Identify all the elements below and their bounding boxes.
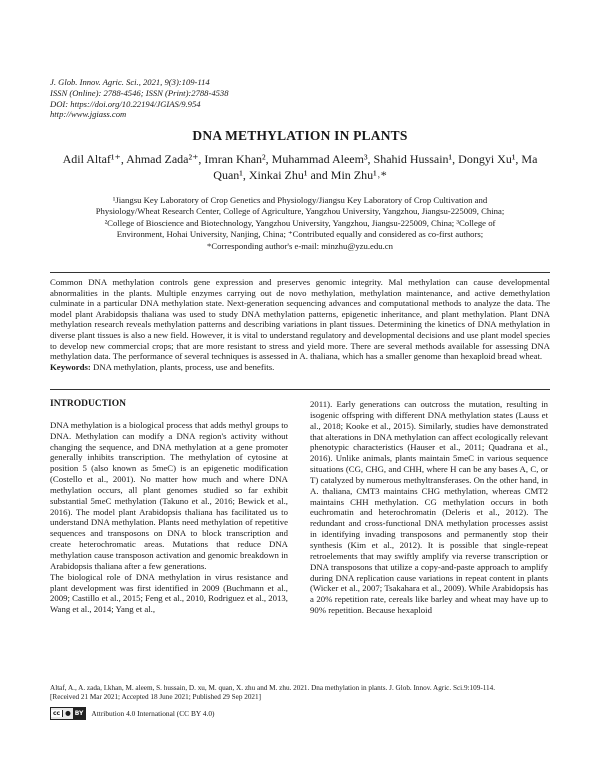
license-text: Attribution 4.0 International (CC BY 4.0) xyxy=(91,708,215,718)
paragraph: The biological role of DNA methylation in virus resistance and plant development was first identified in 2009 (Buchmann et al., 2009; Castillo et al., 2015; Feng et al., 2010, Rodriguez et al., 2013, Wang et al., 2014; Yang et al., xyxy=(50,571,288,615)
left-column xyxy=(50,399,288,615)
journal-citation-line: J. Glob. Innov. Agric. Sci., 2021, 9(3):109-114 xyxy=(50,77,210,87)
abstract-bottom-rule xyxy=(50,389,550,390)
paragraph: DNA methylation is a biological process that adds methyl groups to DNA. Methylation can modify a DNA region's activity without changing the sequence, and DNA methylation at a gene promoter generally inhibits transcription. The methylation of cytosine at position 5 (also known as 5meC) is an epigenetic modification (Costello et al., 2001). No matter how much and where DNA methylation occurs, all plant genomes studied so far exhibit substantial 5meC methylation (Takuno et al., 2016; Bewick et al., 2016). The model plant Arabidopsis thaliana has facilitated us to understand DNA methylation. Plants need methylation of repetitive sequences and transposons on DNA to block transcription and create heterochromatic areas. Mutations that reduce DNA methylation cause transposon activation and genomic breakdown in Arabidopsis thaliana after a few generations. xyxy=(50,419,288,571)
cc-by-license-badge[interactable] xyxy=(50,707,86,720)
cc-icon: cc xyxy=(51,710,63,717)
journal-meta xyxy=(50,77,450,120)
person-icon: ● xyxy=(65,709,71,717)
issn-line: ISSN (Online): 2788-4546; ISSN (Print):2788-4538 xyxy=(50,87,229,98)
affiliation-line: Physiology/Wheat Research Center, College of Agriculture, Yangzhou University, Yangzhou, Jiangsu-225009, China; xyxy=(95,206,505,217)
keywords-label: Keywords: xyxy=(50,361,91,372)
section-heading-introduction: INTRODUCTION xyxy=(50,399,127,409)
affiliation-line: ¹Jiangsu Key Laboratory of Crop Genetics and Physiology/Jiangsu Key Laboratory of Crop Cultivation and xyxy=(112,195,488,205)
publication-dates: [Received 21 Mar 2021; Accepted 18 June 2021; Published 29 Sep 2021] xyxy=(50,693,261,702)
paper-title: DNA METHYLATION IN PLANTS xyxy=(192,128,408,143)
citation-text: Altaf, A., A. zada, I.khan, M. aleem, S. hussain, D. xu, M. quan, X. zhu and M. zhu. 2021. Dna methylation in plants. J. Glob. Innov. Agric. Sci.9:109-114. xyxy=(50,684,496,692)
citation-footer xyxy=(50,684,550,703)
affiliation-line: Environment, Hohai University, Nanjing, China; ⁺Contributed equally and considered as co-first authors; xyxy=(116,229,484,240)
affiliation-line: ²College of Bioscience and Biotechnology, Yangzhou University, Yangzhou, Jiangsu-225009, China; ³College of xyxy=(104,217,496,228)
keywords-text: DNA methylation, plants, process, use and benefits. xyxy=(90,361,275,372)
paragraph: 2011). Early generations can outcross the mutation, resulting in isogenic offspring with different DNA methylation states (Lauss et al., 2018; Kooke et al., 2015). Similarly, studies have demonstrated that alterations in DNA methylation can affect ecologically relevant phenotypic characteristics (Hauser et al., 2011; Quadrana et al., 2016). Unlike animals, plants maintain 5meC in various sequence situations (CG, CHG, and CHH, where H can be any bases A, C, or T) catalyzed by numerous methyltransferases. On the other hand, in A. thaliana, CMT3 maintains CHG methylation, whereas CMT2 maintains CHH methylation. CG methylation occurs in both euchromatin and heterochromatin (Deleris et al., 2012). The redundant and cross-functional DNA methylation processes assist in identifying invading transposons and permanently stop their synthesis (Kim et al., 2012). It is possible that single-repeat retroelements that may swiftly amplify via reverse transcription or DNA transposons that utilize a copy-and-paste approach to amplify during DNA replication cause variations in repeat content in plants (Wicker et al., 2007; Tsakahara et al., 2009). While Arabidopsis has a 20% repetition rate, cereals like barley and wheat may have up to 90% repetition. Because hexaploid xyxy=(310,399,548,616)
right-column xyxy=(310,399,548,616)
author-line: Quan¹, Xinkai Zhu¹ and Min Zhu¹˒* xyxy=(213,167,387,182)
abstract xyxy=(50,277,550,372)
affiliations xyxy=(52,195,548,252)
abstract-top-rule xyxy=(50,272,550,273)
license-row xyxy=(50,707,214,719)
doi-link[interactable]: DOI: https://doi.org/10.22194/JGIAS/9.954 xyxy=(50,98,201,109)
corresponding-email: *Corresponding author's e-mail: minzhu@yzu.edu.cn xyxy=(207,240,393,251)
author-line: Adil Altaf¹⁺, Ahmad Zada²⁺, Imran Khan², Muhammad Aleem³, Shahid Hussain¹, Dongyi Xu¹, Ma xyxy=(62,152,538,166)
journal-website-link[interactable]: http://www.jgiass.com xyxy=(50,109,127,120)
by-icon: BY xyxy=(74,709,84,717)
author-list xyxy=(52,152,548,183)
abstract-text: Common DNA methylation controls gene expression and preserves genomic integrity. Mal methylation can cause developmental abnormalities in the plants. Multiple enzymes carrying out de novo methylation, methylation maintenance, and active demethylation culminate in a particular DNA methylation state. Next-generation sequencing advances and computational methods to analyze the data. The model plant Arabidopsis thaliana was used to study DNA methylation patterns, epigenetic inheritance, and plant methylation. Plant DNA methylation research reveals methylation patterns and describing variations in plant tissues. Determining the kinetics of DNA methylation in diverse plant tissues is also a new field. However, it is vital to understand regulatory and developmental decisions and use plant model species to develop new commercial crops; that are more resistant to stress and yield more. There are several methods available for assessing DNA methylation data. The performance of several techniques is assessed in A. thaliana, which has a smaller genome than hexaploid bread wheat. xyxy=(50,277,550,362)
